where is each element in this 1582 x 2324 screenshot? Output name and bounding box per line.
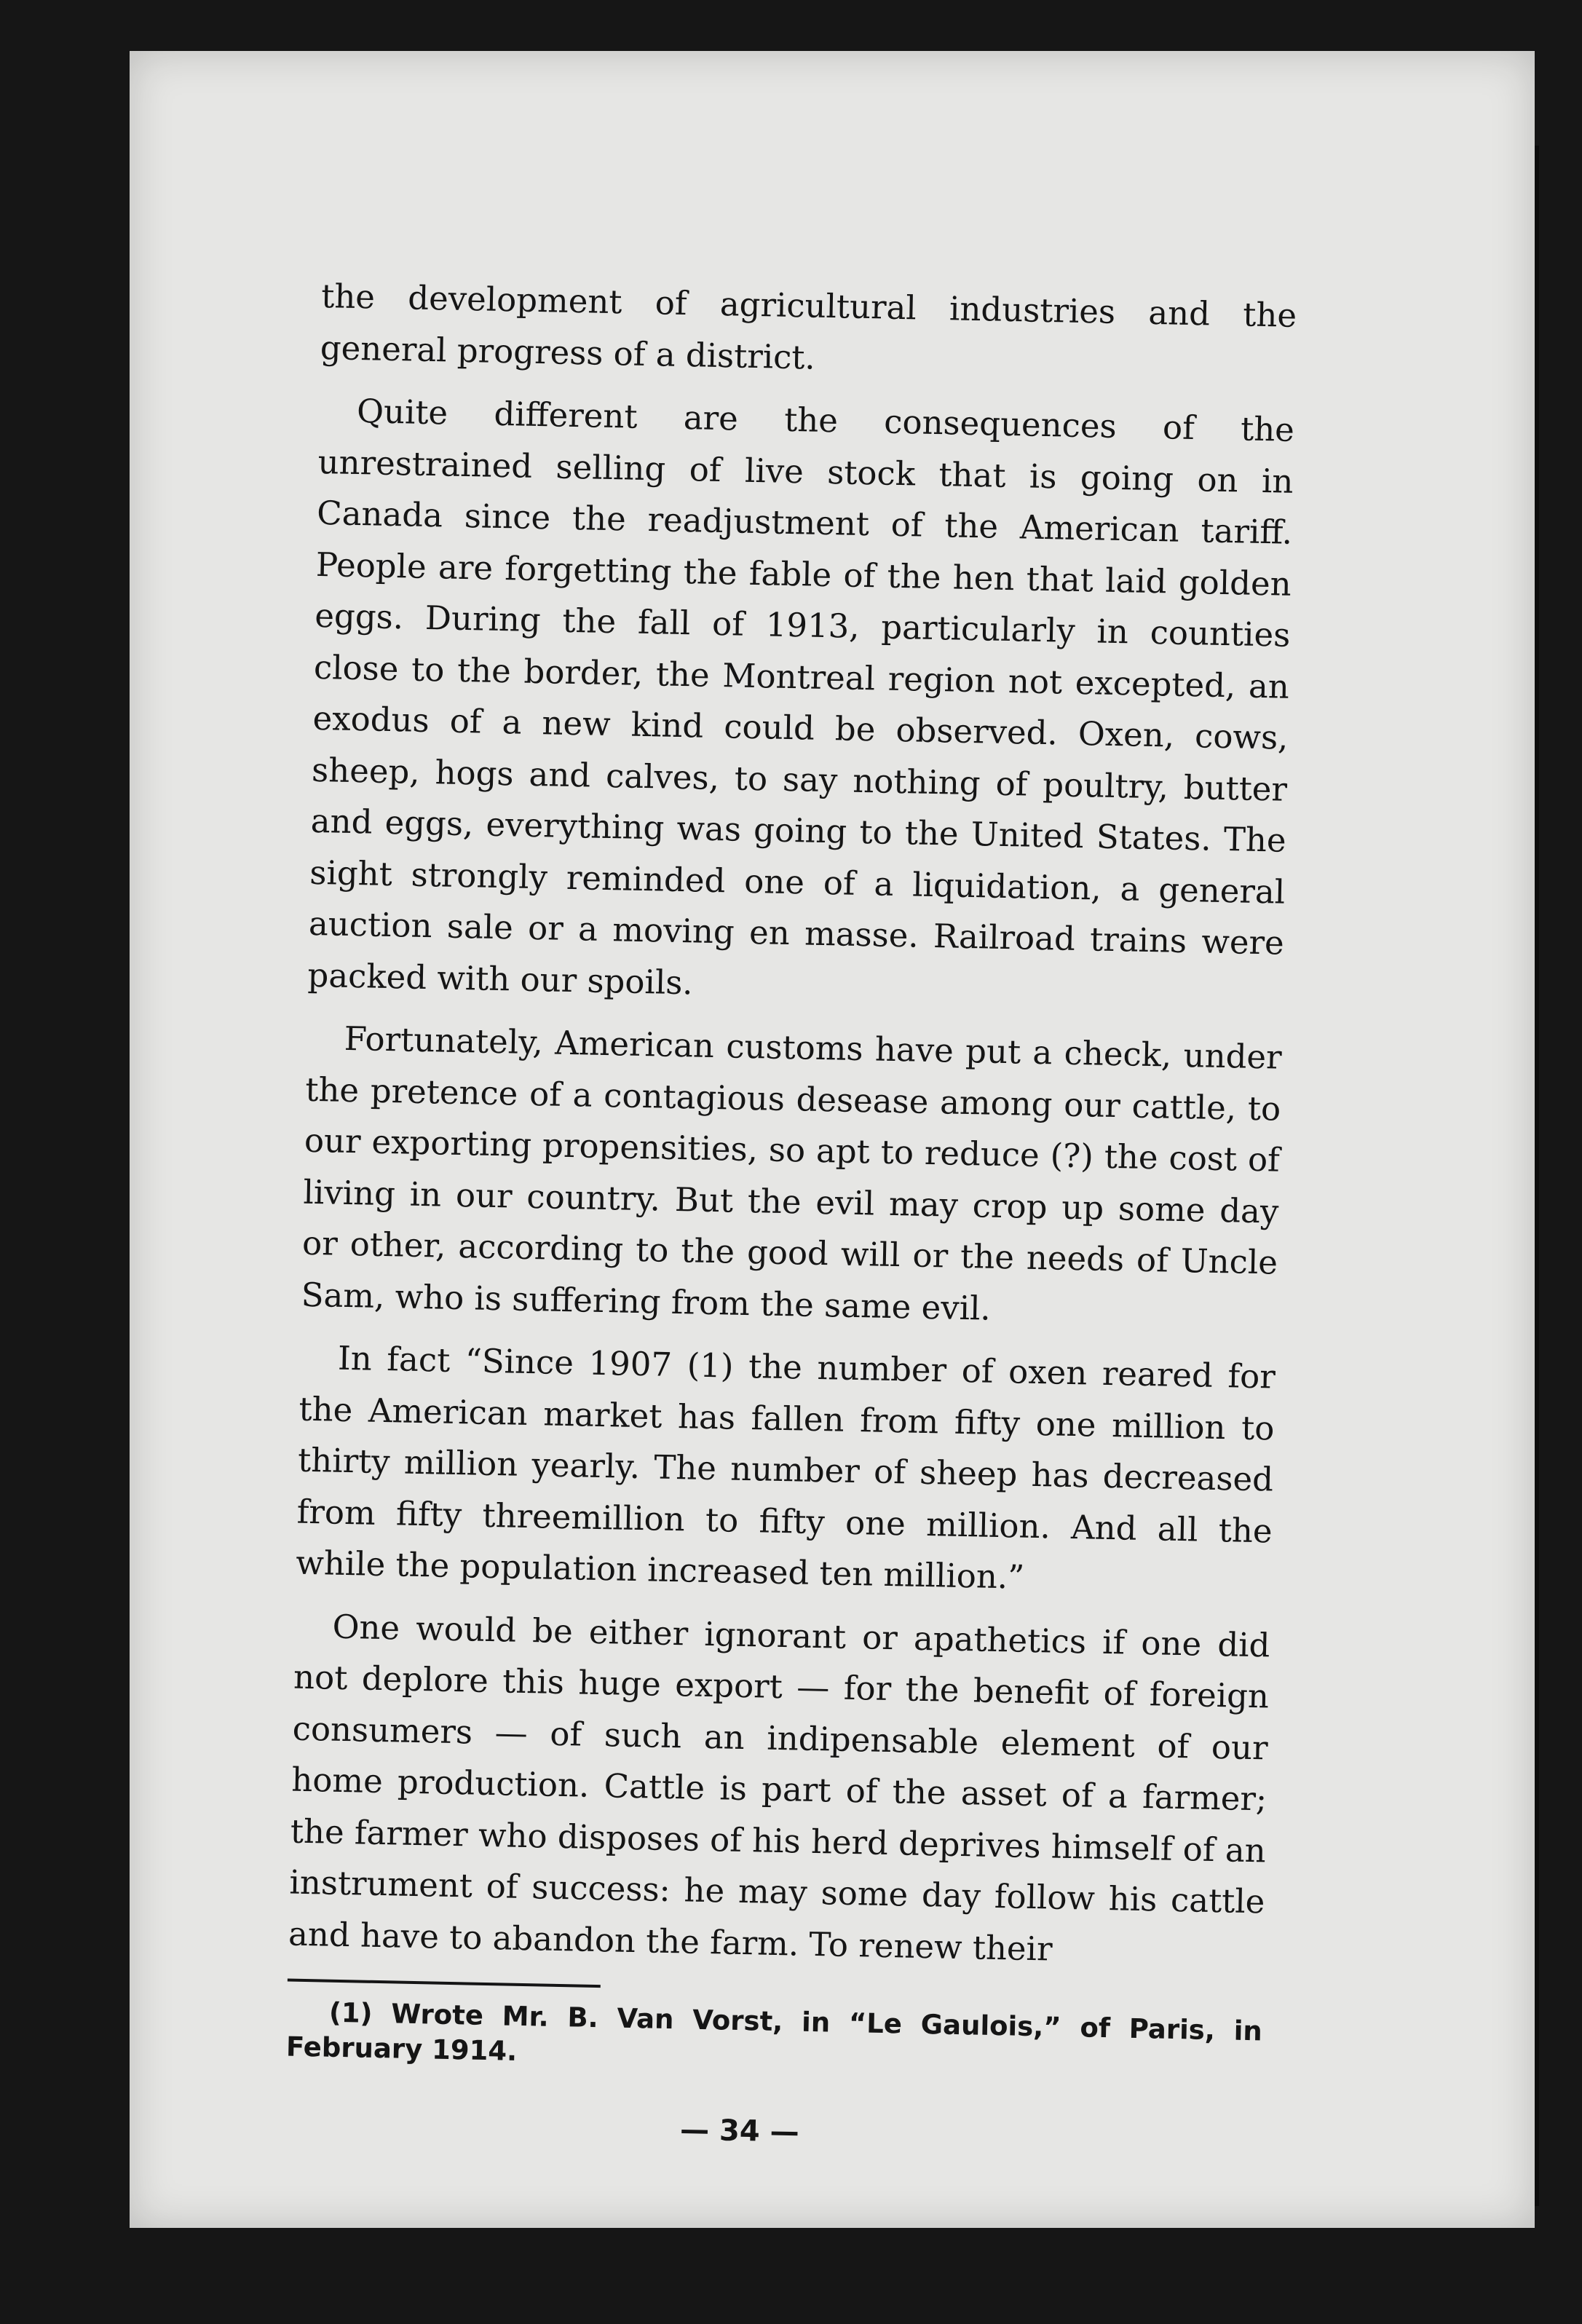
page-number: — 34 — [679, 2113, 800, 2149]
footnote: (1) Wrote Mr. B. Van Vorst, in “Le Gaulois,” of Paris, in February 1914. [285, 1996, 1263, 2067]
paragraph-live-stock: Quite different are the consequences of the unrestrained selling of live stock that is going on in Canada since the readjustment of the American tariff. People are forgetting the fable of the hen that laid golden eggs. During the fall of 1913, particularly in counties close to the border, the Montreal region not excepted, an exodus of a new kind could be observed. Oxen, cows, sheep, hogs and calves, to say nothing of poultry, butter and eggs, everything was going to the United States. The sight strongly reminded one of a liquidation, a general auction sale or a moving en masse. Railroad trains were packed with our spoils. [307, 392, 1295, 1002]
page-edge-shadow [1535, 146, 1539, 2206]
paragraph-in-fact: In fact “Since 1907 (1) the number of oxen reared for the American market has fallen from fifty one million to thirty million yearly. The number of sheep has decreased from fifty threemillion to fifty one million. And all the while the population increased ten million.” [295, 1338, 1276, 1597]
footnote-divider [288, 1979, 601, 1988]
paragraph-american-customs: Fortunately, American customs have put a check, under the pretence of a contagious desease among our cattle, to our exporting propensities, so apt to reduce (?) the cost of living in our country. But the evil may crop up some day or other, according to the good will or the needs of Uncle Sam, who is suffering from the same evil. [301, 1019, 1283, 1328]
page-text-block [285, 271, 1297, 2158]
paragraph-huge-export: One would be either ignorant or apathetics if one did not deplore this huge export — for the benefit of foreign consumers — of such an indipensable element of our home production. Cattle is part of the asset of a farmer; the farmer who disposes of his herd deprives himself of an instrument of success: he may some day follow his cattle and have to abandon the farm. To renew their [288, 1607, 1270, 1969]
paragraph-continuation: the development of agricultural industries and the general progress of a district. [320, 276, 1297, 377]
